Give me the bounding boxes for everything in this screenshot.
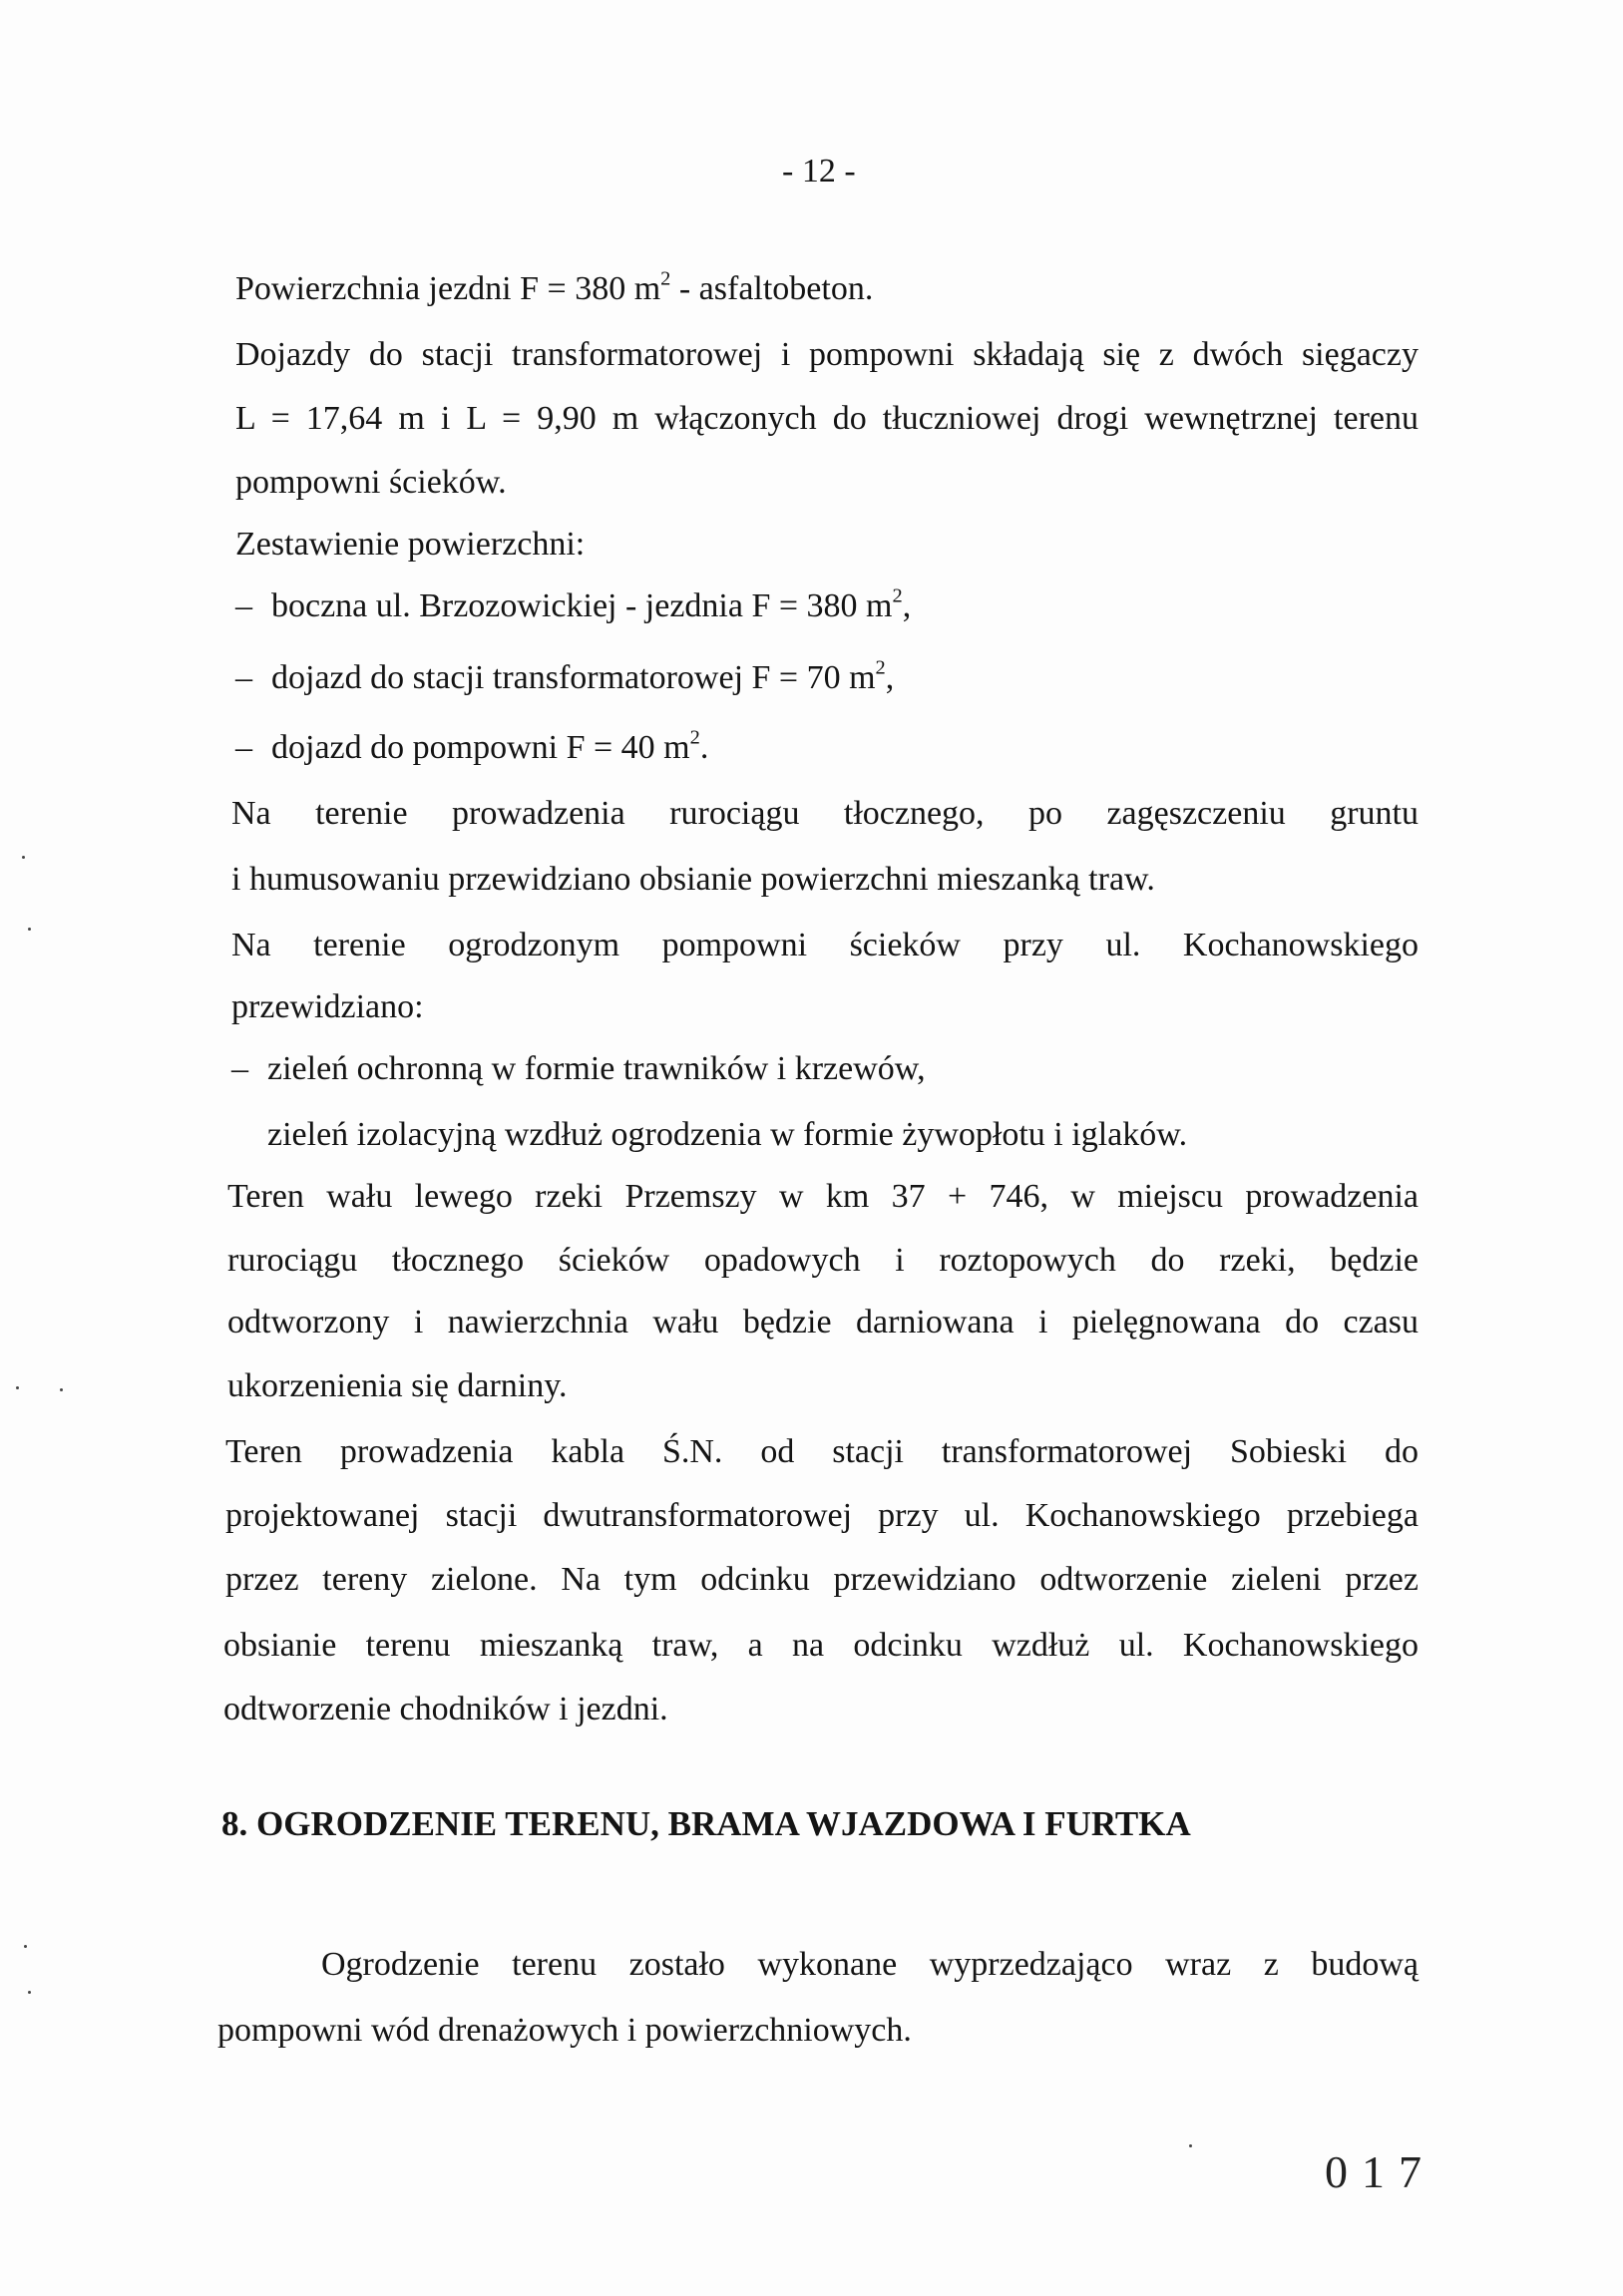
text-line: obsianie terenu mieszanką traw, a na odcinku wzdłuż ul. Kochanowskiego <box>223 1627 1419 1664</box>
list-item <box>271 586 911 627</box>
text-line: Teren prowadzenia kabla Ś.N. od stacji transformatorowej Sobieski do <box>225 1433 1419 1470</box>
archive-stamp: 017 <box>1325 2146 1435 2197</box>
text-line: L = 17,64 m i L = 9,90 m włączonych do tłuczniowej drogi wewnętrznej terenu <box>235 400 1419 437</box>
text-segment: , <box>902 587 912 624</box>
text-segment: , <box>885 659 895 696</box>
superscript: 2 <box>660 267 671 290</box>
list-item: zieleń izolacyjną wzdłuż ogrodzenia w formie żywopłotu i iglaków. <box>267 1116 1188 1153</box>
text-line: projektowanej stacji dwutransformatorowej przy ul. Kochanowskiego przebiega <box>225 1497 1419 1534</box>
text-line: Ogrodzenie terenu zostało wykonane wyprzedzająco wraz z budową <box>321 1946 1419 1983</box>
text-line: ukorzenienia się darniny. <box>227 1367 568 1404</box>
text-line: pompowni wód drenażowych i powierzchniowych. <box>217 2012 912 2049</box>
scan-speck <box>28 1991 31 1994</box>
text-line: przewidziano: <box>231 988 424 1025</box>
text-segment: - asfaltobeton. <box>670 270 874 307</box>
scan-speck <box>22 856 25 859</box>
list-item <box>271 728 708 769</box>
text-line: Na terenie ogrodzonym pompowni ścieków przy ul. Kochanowskiego <box>231 927 1419 963</box>
text-line: Teren wału lewego rzeki Przemszy w km 37 + 746, w miejscu prowadzenia <box>227 1178 1419 1215</box>
superscript: 2 <box>892 584 903 607</box>
text-line: i humusowaniu przewidziano obsianie powierzchni mieszanką traw. <box>231 861 1155 898</box>
scan-speck <box>28 928 31 931</box>
list-item: zieleń ochronną w formie trawników i krzewów, <box>267 1050 926 1087</box>
superscript: 2 <box>689 726 700 749</box>
text-segment: . <box>699 729 709 766</box>
text-segment: boczna ul. Brzozowickiej - jezdnia F = 380 m <box>271 587 893 624</box>
text-line <box>235 269 873 310</box>
list-dash: – <box>235 729 252 766</box>
scan-speck <box>1189 2144 1192 2147</box>
text-line: rurociągu tłocznego ścieków opadowych i roztopowych do rzeki, będzie <box>227 1242 1419 1279</box>
list-dash: – <box>235 659 252 696</box>
section-heading: 8. OGRODZENIE TERENU, BRAMA WJAZDOWA I FURTKA <box>221 1804 1191 1843</box>
text-line: Zestawienie powierzchni: <box>235 526 586 563</box>
text-line: Na terenie prowadzenia rurociągu tłocznego, po zagęszczeniu gruntu <box>231 795 1419 832</box>
superscript: 2 <box>875 656 886 679</box>
text-line: przez tereny zielone. Na tym odcinku przewidziano odtworzenie zieleni przez <box>225 1561 1419 1598</box>
list-dash: – <box>235 587 252 624</box>
text-line: Dojazdy do stacji transformatorowej i pompowni składają się z dwóch sięgaczy <box>235 336 1419 373</box>
scan-speck <box>16 1386 19 1389</box>
list-item <box>271 658 894 699</box>
scan-speck <box>60 1388 63 1391</box>
list-dash: – <box>231 1050 248 1087</box>
text-line: odtworzony i nawierzchnia wału będzie darniowana i pielęgnowana do czasu <box>227 1304 1419 1340</box>
text-segment: Powierzchnia jezdni F = 380 m <box>235 270 661 307</box>
text-segment: dojazd do stacji transformatorowej F = 70 m <box>271 659 876 696</box>
text-line: odtworzenie chodników i jezdni. <box>223 1691 668 1727</box>
text-segment: dojazd do pompowni F = 40 m <box>271 729 690 766</box>
scan-speck <box>24 1945 27 1948</box>
page-number: - 12 - <box>782 153 856 190</box>
text-line: pompowni ścieków. <box>235 464 507 501</box>
